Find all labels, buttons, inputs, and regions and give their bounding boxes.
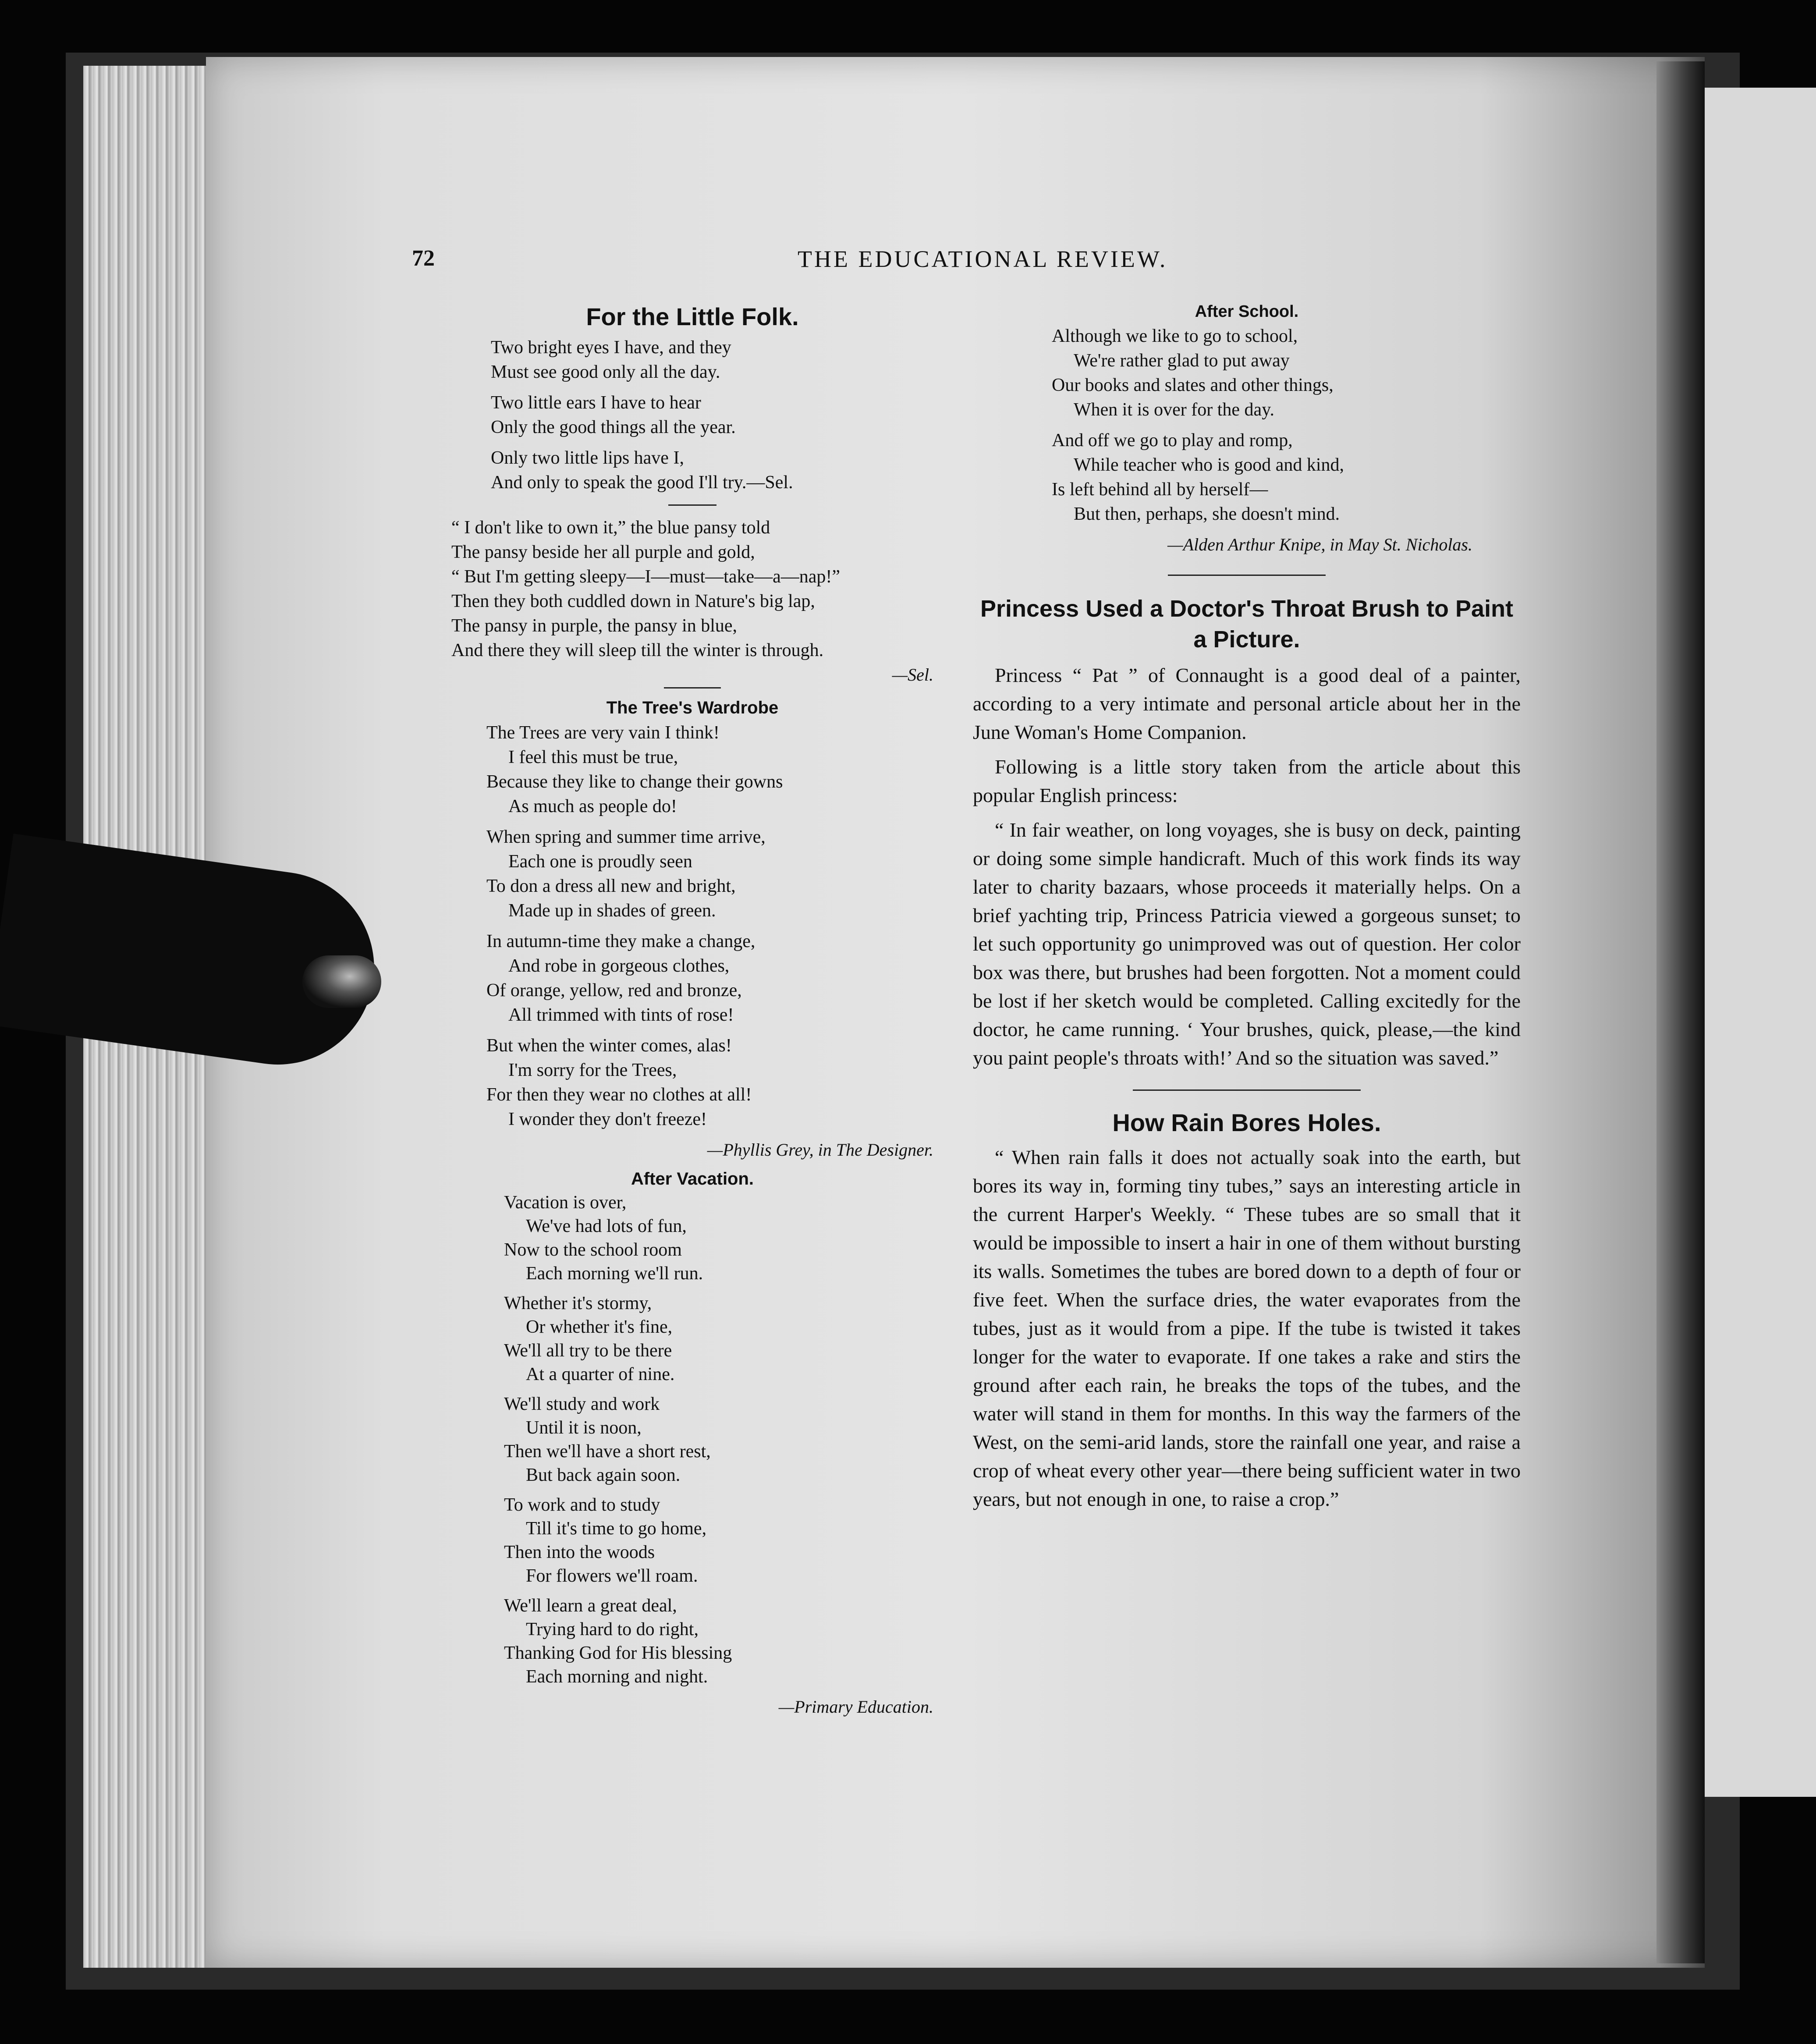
poem-line: Till it's time to go home, xyxy=(526,1519,707,1539)
finger-tip xyxy=(302,955,381,1008)
running-head: THE EDUCATIONAL REVIEW. xyxy=(798,246,1168,272)
poem-line: I feel this must be true, xyxy=(508,747,678,767)
poem-line: Two little ears I have to hear xyxy=(491,393,701,413)
stanza xyxy=(504,1594,933,1689)
trees-wardrobe-attribution: —Phyllis Grey, in The Designer. xyxy=(707,1140,933,1160)
poem-line: We're rather glad to put away xyxy=(1074,351,1290,371)
poem-line: Thanking God for His blessing xyxy=(504,1643,732,1663)
section-rule xyxy=(668,504,716,506)
after-vacation-attribution: —Primary Education. xyxy=(778,1697,933,1717)
poem-line: “ But I'm getting sleepy—I—must—take—a—nap!” xyxy=(451,567,841,587)
left-column xyxy=(451,302,933,1719)
section-rule xyxy=(1168,575,1326,576)
trees-wardrobe-title: The Tree's Wardrobe xyxy=(606,698,779,717)
poem-line: Our books and slates and other things, xyxy=(1052,375,1334,395)
poem-line: As much as people do! xyxy=(508,796,677,816)
poem-line: Then into the woods xyxy=(504,1542,655,1562)
poem-line: The Trees are very vain I think! xyxy=(486,723,720,743)
poem-line: Until it is noon, xyxy=(526,1418,642,1438)
stanza xyxy=(486,929,933,1027)
poem-line: For then they wear no clothes at all! xyxy=(486,1085,752,1105)
poem-line: But then, perhaps, she doesn't mind. xyxy=(1074,504,1340,524)
poem-line: Only the good things all the year. xyxy=(491,417,736,437)
poem-line: We'll study and work xyxy=(504,1394,660,1414)
after-school-title: After School. xyxy=(1195,302,1299,321)
poem-line: Of orange, yellow, red and bronze, xyxy=(486,980,742,1001)
poem-line: Each morning we'll run. xyxy=(526,1263,703,1284)
book-gutter xyxy=(1656,61,1705,1963)
poem-line: We'll learn a great deal, xyxy=(504,1596,677,1616)
poem-line: Then they both cuddled down in Nature's big lap, xyxy=(451,591,815,611)
poem-line: For flowers we'll roam. xyxy=(526,1566,698,1586)
poem-line: Two bright eyes I have, and they xyxy=(491,337,731,358)
stanza xyxy=(491,390,933,440)
poem-line: We'll all try to be there xyxy=(504,1341,672,1361)
stanza xyxy=(504,1392,933,1487)
stanza xyxy=(491,446,933,495)
right-column xyxy=(973,302,1521,1519)
poem-line: Each morning and night. xyxy=(526,1667,708,1687)
poem-line: But back again soon. xyxy=(526,1465,681,1485)
poem-line: “ I don't like to own it,” the blue pansy told xyxy=(451,518,770,538)
poem-line: I wonder they don't freeze! xyxy=(508,1109,707,1129)
poem-line: Each one is proudly seen xyxy=(508,852,692,872)
poem-line: To work and to study xyxy=(504,1495,660,1515)
poem-line: We've had lots of fun, xyxy=(526,1216,687,1236)
poem-line: Only two little lips have I, xyxy=(491,448,684,468)
poem-line: To don a dress all new and bright, xyxy=(486,876,736,896)
pansy-poem xyxy=(451,515,933,663)
poem-line: I'm sorry for the Trees, xyxy=(508,1060,677,1080)
trees-wardrobe-poem xyxy=(451,720,933,1132)
poem-line: And there they will sleep till the winter is through. xyxy=(451,640,824,660)
stanza xyxy=(491,335,933,384)
poem-line: Although we like to go to school, xyxy=(1052,326,1298,346)
stanza xyxy=(504,1493,933,1588)
stanza xyxy=(486,825,933,923)
section-rule xyxy=(664,687,721,688)
poem-line: Whether it's stormy, xyxy=(504,1293,652,1313)
section-rule xyxy=(1133,1089,1361,1091)
stanza xyxy=(504,1191,933,1285)
stanza xyxy=(486,1033,933,1132)
rain-title: How Rain Bores Holes. xyxy=(1112,1109,1381,1136)
poem-line: Is left behind all by herself— xyxy=(1052,479,1268,500)
poem-line: When it is over for the day. xyxy=(1074,400,1274,420)
page-header xyxy=(412,245,1214,280)
princess-paragraph: “ In fair weather, on long voyages, she is busy on deck, painting or doing some simple handicraft. Much of this work finds its way later to charity bazaars, whose proceeds it materially helps. On a brief yachting trip, Princess Patricia viewed a gorgeous sunset; to let such opportunity go unimproved was out of question. Her color box was there, but brushes had been forgotten. Not a moment could be lost if her sketch would be completed. Calling excitedly for the doctor, he came running. ‘ Your brushes, quick, please,—the kind you paint people's throats with!’ And so the situation was saved.” xyxy=(973,819,1521,1069)
poem-line: But when the winter comes, alas! xyxy=(486,1036,732,1056)
stanza xyxy=(504,1292,933,1386)
poem-line: Or whether it's fine, xyxy=(526,1317,673,1337)
after-school-poem xyxy=(973,324,1521,526)
poem-line: When spring and summer time arrive, xyxy=(486,827,766,847)
stanza xyxy=(1052,324,1521,422)
rain-paragraph: “ When rain falls it does not actually soak into the earth, but bores its way in, forming tiny tubes,” says an interesting article in the current Harper's Weekly. “ These tubes are so small that it would be impossible to insert a hair in one of them without bursting its walls. Sometimes the tubes are bored down to a depth of four or five feet. When the surface dries, the water evaporates from the tubes, just as it would from a pipe. If the tube is twisted it takes longer for the water to evaporate. If one takes a rake and stirs the ground after each rain, he breaks the tops of the tubes, and the water will stand in them for months. In this way the farmers of the West, on the semi-arid lands, store the rainfall one year, and raise a crop of wheat every other year—there being sufficient water in two years, but not enough in one, to raise a crop.” xyxy=(973,1146,1521,1510)
poem-line: The pansy beside her all purple and gold, xyxy=(451,542,755,562)
poem-line: Because they like to change their gowns xyxy=(486,772,783,792)
after-vacation-poem xyxy=(451,1191,933,1689)
poem-line: And robe in gorgeous clothes, xyxy=(508,956,730,976)
poem-line: While teacher who is good and kind, xyxy=(1074,455,1344,475)
poem-line: And off we go to play and romp, xyxy=(1052,430,1293,451)
page-number: 72 xyxy=(412,246,435,271)
poem-line: The pansy in purple, the pansy in blue, xyxy=(451,616,738,636)
little-folk-title: For the Little Folk. xyxy=(586,303,799,330)
poem-line: At a quarter of nine. xyxy=(526,1364,675,1384)
poem-line: Then we'll have a short rest, xyxy=(504,1441,711,1462)
pansy-attribution: —Sel. xyxy=(892,665,933,685)
poem-line: Now to the school room xyxy=(504,1240,682,1260)
poem-line: Must see good only all the day. xyxy=(491,362,720,382)
poem-line: And only to speak the good I'll try.—Sel. xyxy=(491,472,793,493)
princess-paragraph: Following is a little story taken from the article about this popular English princess: xyxy=(973,756,1521,806)
facing-page-edge xyxy=(1705,88,1816,1797)
after-school-attribution: —Alden Arthur Knipe, in May St. Nicholas. xyxy=(1167,535,1472,554)
poem-line: Trying hard to do right, xyxy=(526,1619,699,1639)
poem-line: Made up in shades of green. xyxy=(508,901,716,921)
little-folk-poem xyxy=(451,335,933,495)
princess-title: Princess Used a Doctor's Throat Brush to Paint a Picture. xyxy=(980,596,1514,653)
poem-line: Vacation is over, xyxy=(504,1192,627,1213)
stanza xyxy=(1052,428,1521,526)
after-vacation-title: After Vacation. xyxy=(631,1169,754,1189)
poem-line: In autumn-time they make a change, xyxy=(486,931,755,951)
princess-paragraph: Princess “ Pat ” of Connaught is a good deal of a painter, according to a very intimate and personal article about her in the June Woman's Home Companion. xyxy=(973,664,1521,743)
poem-line: All trimmed with tints of rose! xyxy=(508,1005,734,1025)
stanza xyxy=(486,720,933,819)
